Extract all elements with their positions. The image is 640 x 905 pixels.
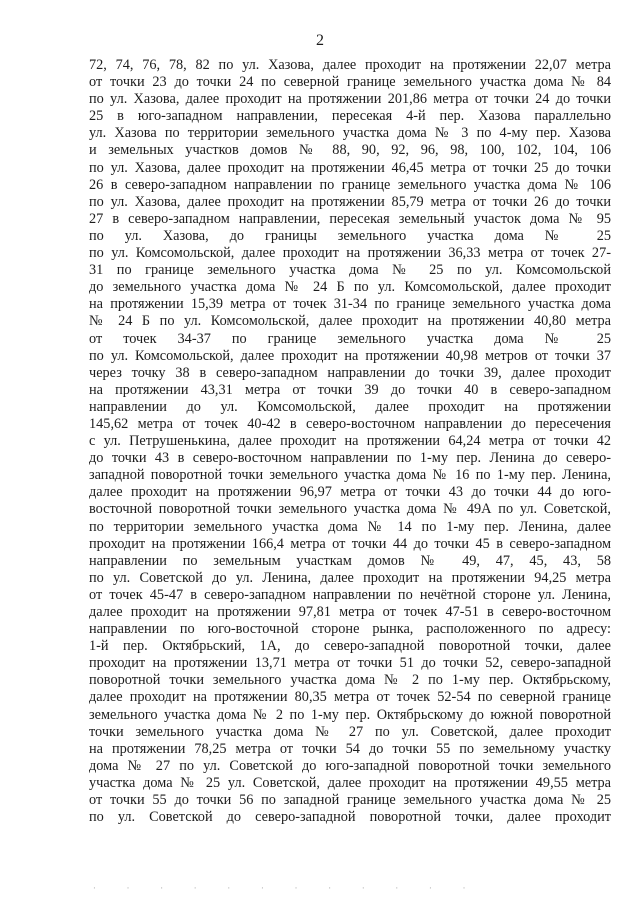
text-line: проходит на протяжении 13,71 метра от точки 51 до точки 52, северо-западной bbox=[89, 655, 611, 672]
text-line: по ул. Советской до ул. Ленина, далее проходит на протяжении 94,25 метра bbox=[89, 569, 611, 586]
text-line: по территории земельного участка дома № 14 по 1-му пер. Ленина, далее bbox=[89, 518, 611, 535]
text-line: по ул. Комсомольской, далее проходит на протяжении 40,98 метров от точки 37 bbox=[89, 347, 611, 364]
text-line: по ул. Хазова, далее проходит на протяжении 85,79 метра от точки 26 до точки bbox=[89, 193, 611, 210]
text-line: 26 в северо-западном направлении по границе земельного участка дома № 106 bbox=[89, 176, 611, 193]
text-line: на протяжении 15,39 метра от точек 31-34 по границе земельного участка дома bbox=[89, 296, 611, 313]
text-line: далее проходит на протяжении 97,81 метра от точек 47-51 в северо-восточном bbox=[89, 604, 611, 620]
text-line: ул. Хазова по территории земельного участка дома № 3 по 4-му пер. Хазова bbox=[89, 125, 611, 142]
text-line: по ул. Хазова, далее проходит на протяжении 201,86 метра от точки 24 до точки bbox=[89, 91, 611, 108]
text-line: и земельных участков домов № 88, 90, 92, 96, 98, 100, 102, 104, 106 bbox=[89, 142, 611, 159]
text-line: 25 в юго-западном направлении, пересекая 4-й пер. Хазова параллельно bbox=[89, 108, 611, 125]
text-line: далее проходит на протяжении 80,35 метра от точек 52-54 по северной границе bbox=[89, 689, 611, 706]
text-line: до точки 43 в северо-восточном направлении по 1-му пер. Ленина до северо- bbox=[89, 450, 611, 467]
text-line: 31 по границе земельного участка дома № 25 по ул. Комсомольской bbox=[89, 262, 611, 279]
text-line: 72, 74, 76, 78, 82 по ул. Хазова, далее проходит на протяжении 22,07 метра bbox=[89, 57, 611, 73]
text-line: 1-й пер. Октябрьский, 1А, до северо-западной поворотной точки, далее bbox=[89, 638, 611, 655]
text-line: через точку 38 в северо-западном направлении до точки 39, далее проходит bbox=[89, 364, 611, 381]
scan-artifact-dots: · · · · · · · · · · · · bbox=[92, 884, 479, 893]
body-text bbox=[89, 57, 611, 826]
text-line: от точки 23 до точки 24 по северной границе земельного участка дома № 84 bbox=[89, 74, 611, 91]
text-line: 27 в северо-западном направлении, пересекая земельный участок дома № 95 bbox=[89, 210, 611, 227]
text-line: восточной поворотной точки земельного участка дома № 49А по ул. Советской, bbox=[89, 501, 611, 518]
text-line: поворотной точки земельного участка дома № 2 по 1-му пер. Октябрьскому, bbox=[89, 672, 611, 689]
text-line: участка дома № 25 ул. Советской, далее проходит на протяжении 49,55 метра bbox=[89, 774, 611, 791]
text-line: далее проходит на протяжении 96,97 метра от точки 43 до точки 44 до юго- bbox=[89, 484, 611, 501]
text-line: с ул. Петрушенькина, далее проходит на протяжении 64,24 метра от точки 42 bbox=[89, 433, 611, 450]
text-line: по ул. Хазова, далее проходит на протяжении 46,45 метра от точки 25 до точки bbox=[89, 159, 611, 176]
text-line: направлении по юго-восточной стороне рынка, расположенного по адресу: bbox=[89, 621, 611, 638]
text-line: от точек 34-37 по границе земельного участка дома № 25 bbox=[89, 330, 611, 347]
text-line: дома № 27 по ул. Советской до юго-западной поворотной точки земельного bbox=[89, 757, 611, 774]
text-line: проходит на протяжении 166,4 метра от точки 44 до точки 45 в северо-западном bbox=[89, 535, 611, 552]
text-line: направлении до ул. Комсомольской, далее проходит на протяжении bbox=[89, 398, 611, 415]
text-line: по ул. Советской до северо-западной поворотной точки, далее проходит bbox=[89, 809, 611, 826]
text-line: направлении по земельным участкам домов № 49, 47, 45, 43, 58 bbox=[89, 552, 611, 569]
text-line: точки земельного участка дома № 27 по ул. Советской, далее проходит bbox=[89, 723, 611, 740]
text-line: от точек 45-47 в северо-западном направлении по нечётной стороне ул. Ленина, bbox=[89, 586, 611, 603]
text-line: на протяжении 78,25 метра от точки 54 до точки 55 по земельному участку bbox=[89, 740, 611, 757]
text-line: № 24 Б по ул. Комсомольской, далее проходит на протяжении 40,80 метра bbox=[89, 313, 611, 330]
text-line: западной поворотной точки земельного участка дома № 16 по 1-му пер. Ленина, bbox=[89, 467, 611, 484]
text-line: до земельного участка дома № 24 Б по ул. Комсомольской, далее проходит bbox=[89, 279, 611, 296]
text-line: от точки 55 до точки 56 по западной границе земельного участка дома № 25 bbox=[89, 792, 611, 809]
text-line: земельного участка дома № 2 по 1-му пер. Октябрьскому до южной поворотной bbox=[89, 706, 611, 723]
text-line: на протяжении 43,31 метра от точки 39 до точки 40 в северо-западном bbox=[89, 381, 611, 398]
text-line: 145,62 метра от точек 40-42 в северо-восточном направлении до пересечения bbox=[89, 415, 611, 432]
text-line: по ул. Комсомольской, далее проходит на протяжении 36,33 метра от точек 27- bbox=[89, 245, 611, 262]
text-line: по ул. Хазова, до границы земельного участка дома № 25 bbox=[89, 227, 611, 244]
page-number: 2 bbox=[316, 32, 324, 49]
